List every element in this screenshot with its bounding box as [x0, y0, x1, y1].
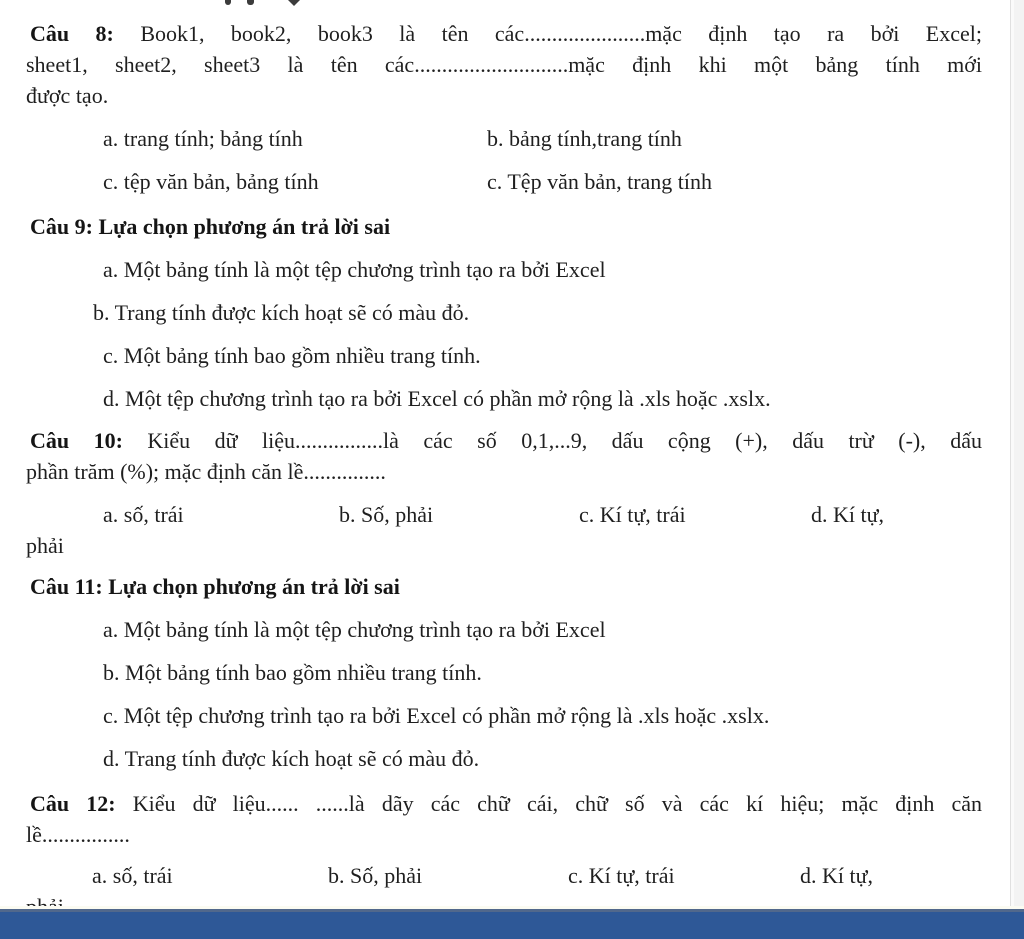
question-10-option-c: c. Kí tự, trái: [579, 502, 686, 527]
question-8-option-c1: c. tệp văn bản, bảng tính: [103, 169, 319, 194]
question-12-option-b: b. Số, phải: [328, 863, 423, 888]
question-10-options: [26, 499, 982, 530]
question-12-text-1: Kiểu dữ liệu...... ......là dãy các chữ cái, chữ số và các kí hiệu; mặc định căn: [115, 791, 983, 816]
question-11-option-a: a. Một bảng tính là một tệp chương trình tạo ra bởi Excel: [103, 617, 606, 642]
question-12-options: [26, 860, 982, 891]
question-9-options: [26, 254, 982, 414]
cutoff-text-artifact: [0, 0, 340, 7]
question-11-label: Câu 11:: [30, 574, 103, 599]
descender-mark: [288, 0, 300, 6]
question-9: [26, 211, 982, 414]
question-9-label: Câu 9:: [30, 214, 93, 239]
question-9-title: Lựa chọn phương án trả lời sai: [92, 214, 391, 239]
question-11-option-b: b. Một bảng tính bao gồm nhiều trang tính.: [103, 660, 482, 685]
question-9-option-a: a. Một bảng tính là một tệp chương trình tạo ra bởi Excel: [103, 257, 606, 282]
question-10-option-a: a. số, trái: [103, 502, 184, 527]
question-10: [26, 425, 982, 561]
question-11-option-d: d. Trang tính được kích hoạt sẽ có màu đỏ.: [103, 746, 480, 771]
page-edge-strip: [1010, 0, 1024, 909]
question-8-line-1: [26, 18, 982, 49]
question-10-option-d-continuation: phải: [26, 533, 64, 558]
question-8: [26, 18, 982, 197]
question-9-option-c: c. Một bảng tính bao gồm nhiều trang tính.: [103, 343, 481, 368]
question-12: [26, 788, 982, 922]
question-8-options: [26, 123, 982, 197]
question-10-option-b: b. Số, phải: [339, 502, 434, 527]
question-10-line-1: [26, 425, 982, 456]
question-10-option-d: d. Kí tự,: [811, 502, 885, 527]
question-9-header: [26, 211, 982, 242]
question-8-option-b: b. bảng tính,trang tính: [487, 126, 682, 151]
question-9-option-d: d. Một tệp chương trình tạo ra bởi Excel có phần mở rộng là .xls hoặc .xslx.: [103, 386, 771, 411]
question-11-options: [26, 614, 982, 774]
question-12-line-2: lề................: [26, 822, 130, 847]
question-8-option-c2: c. Tệp văn bản, trang tính: [487, 169, 713, 194]
question-8-text-1: Book1, book2, book3 là tên các......................mặc định tạo ra bởi Excel;: [113, 21, 982, 46]
descender-mark: [225, 0, 231, 5]
question-12-line-1: [26, 788, 982, 819]
question-8-label: Câu 8:: [30, 21, 114, 46]
question-8-option-a: a. trang tính; bảng tính: [103, 126, 303, 151]
question-12-option-c: c. Kí tự, trái: [568, 863, 675, 888]
question-8-line-2: sheet1, sheet2, sheet3 là tên các............................mặc định khi một bảng tính mới: [26, 52, 982, 77]
question-11-title: Lựa chọn phương án trả lời sai: [102, 574, 400, 599]
bottom-bar: [0, 909, 1024, 939]
question-11-header: [26, 571, 982, 602]
question-10-line-2: phần trăm (%); mặc định căn lề...............: [26, 459, 386, 484]
question-10-label: Câu 10:: [30, 428, 123, 453]
question-11: [26, 571, 982, 774]
question-12-option-a: a. số, trái: [92, 863, 173, 888]
question-11-option-c: c. Một tệp chương trình tạo ra bởi Excel có phần mở rộng là .xls hoặc .xslx.: [103, 703, 770, 728]
question-9-option-b: b. Trang tính được kích hoạt sẽ có màu đỏ.: [93, 300, 470, 325]
question-8-line-3: được tạo.: [26, 83, 109, 108]
descender-mark: [247, 0, 254, 5]
question-10-text-1: Kiểu dữ liệu................là các số 0,1,...9, dấu cộng (+), dấu trừ (-), dấu: [122, 428, 983, 453]
question-12-option-d: d. Kí tự,: [800, 863, 874, 888]
question-12-label: Câu 12:: [30, 791, 116, 816]
